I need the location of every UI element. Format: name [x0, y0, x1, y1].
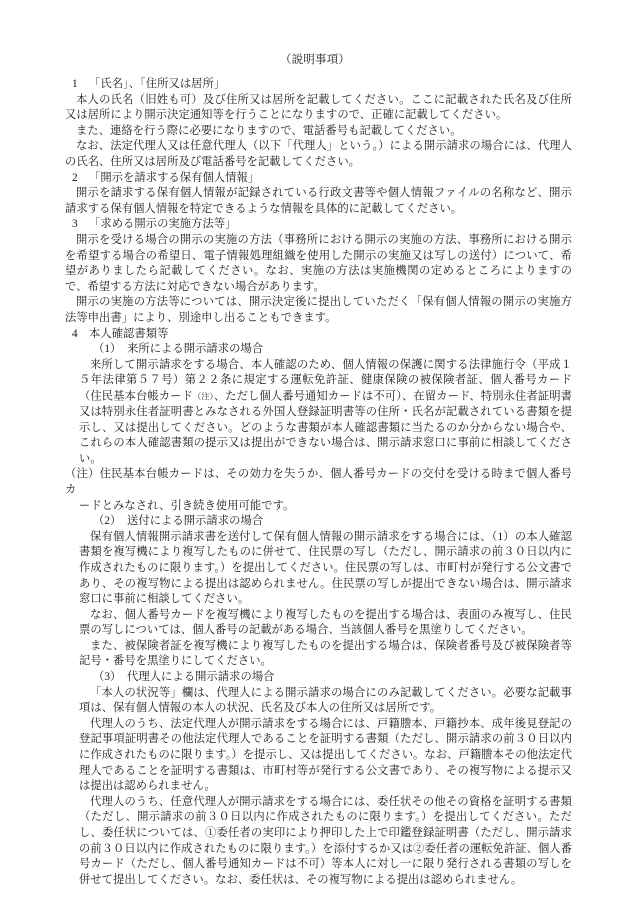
- subsection-title-4-2: 送付による開示請求の場合: [127, 515, 264, 528]
- section-1-paragraph-3: なお、法定代理人又は任意代理人（以下「代理人」という。）による開示請求の場合には、代理人の氏名、住所又は居所及び電話番号を記載してください。: [65, 140, 572, 168]
- subsection-heading-4-2: [58, 514, 572, 530]
- section-heading-1: [58, 77, 572, 93]
- document-body: [58, 77, 572, 888]
- section-title-3: 「求める開示の実施方法等」: [89, 218, 237, 231]
- section-title-4: 本人確認書類等: [89, 327, 169, 340]
- subsection-4-3-paragraph-3: 代理人のうち、任意代理人が開示請求をする場合には、委任状その他その資格を証明する書類（ただし、開示請求の前３０日以内に作成されたものに限ります。）を提出してください。ただし、委任状については、①委任者の実印により押印した上で印鑑登録証明書（ただし、開示請求の前３０日以内に作成されたものに限ります。）を添付するか又は②委任者の運転免許証、個人番号カード（ただし、個人番号通知カードは不可）等本人に対し一に限り発行される書類の写しを併せて提出してください。なお、委任状は、その複写物による提出は認められません。: [79, 795, 572, 886]
- footnote-line-1: （注）住民基本台帳カードは、その効力を失うか、個人番号カードの交付を受ける時まで個人番号カ: [65, 468, 572, 496]
- section-heading-4: [58, 327, 572, 343]
- subsection-label-4-3: （3）: [93, 671, 122, 684]
- page-title: （説明事項）: [279, 54, 351, 66]
- section-2-paragraph-1: 開示を請求する保有個人情報が記録されている行政文書等や個人情報ファイルの名称など、開示請求する保有個人情報を特定できるような情報を具体的に記載してください。: [65, 187, 572, 215]
- section-title-2: 「開示を請求する保有個人情報」: [89, 171, 260, 184]
- subsection-title-4-3: 代理人による開示請求の場合: [127, 671, 275, 684]
- subsection-4-3-paragraph-2: 代理人のうち、法定代理人が開示請求をする場合には、戸籍謄本、戸籍抄本、成年後見登記の登記事項証明書その他法定代理人であることを証明する書類（ただし、開示請求の前３０日以内に作成されたものに限ります。）を提示し、又は提出してください。なお、戸籍謄本その他法定代理人であることを証明する書類は、市町村等が発行する公文書であり、その複写物による提示又は提出は認められません。: [79, 717, 572, 793]
- section-3-paragraph-2: 開示の実施の方法等については、開示決定後に提出していただく「保有個人情報の開示の実施方法等申出書」により、別途申し出ることもできます。: [65, 296, 572, 324]
- subsection-4-1-text-before-note: 来所して開示請求をする場合、本人確認のため、個人情報の保護に関する法律施行令（平成１５年法律第５７号）第２２条に規定する運転免許証、健康保険の被保険者証、個人番号カード（住民基本台帳カード: [79, 358, 572, 403]
- subsection-heading-4-3: [58, 670, 572, 686]
- footnote-line-2: ードとみなされ、引き続き使用可能です。: [79, 499, 295, 512]
- section-number-2: 2: [72, 171, 78, 184]
- section-number-3: 3: [72, 218, 78, 231]
- section-1-paragraph-2: また、連絡を行う際に必要になりますので、電話番号も記載してください。: [76, 124, 462, 137]
- section-heading-2: [58, 171, 572, 187]
- subsection-4-2-paragraph-1: 保有個人情報開示請求書を送付して保有個人情報の開示請求をする場合には、（1）の本人確認書類を複写機により複写したものに併せて、住民票の写し（ただし、開示請求の前３０日以内に作成されたものに限ります。）を提出してください。住民票の写しは、市町村が発行する公文書であり、その複写物による提出は認められません。住民票の写しが提出できない場合は、開示請求窓口に事前に相談してください。: [79, 530, 572, 606]
- subsection-4-2-paragraph-2: なお、個人番号カードを複写機により複写したものを提出する場合は、表面のみ複写し、住民票の写しについては、個人番号の記載がある場合、当該個人番号を黒塗りしてください。: [79, 608, 572, 637]
- subsection-4-1-text-after-note: 、ただし個人番号通知カードは不可）、在留カード、特別永住者証明書又は特別永住者証明書とみなされる外国人登録証明書等の住所・氏名が記載されている書類を提示し、又は提出してください。どのような書類が本人確認書類に当たるのか分からない場合や、これらの本人確認書類の提示又は提出ができない場合は、開示請求窓口に事前に相談してください。: [79, 390, 572, 465]
- subsection-title-4-1: 来所による開示請求の場合: [127, 343, 264, 356]
- section-number-4: 4: [72, 327, 78, 340]
- subsection-4-3-paragraph-1: 「本人の状況等」欄は、代理人による開示請求の場合にのみ記載してください。必要な記載事項は、保有個人情報の本人の状況、氏名及び本人の住所又は居所です。: [79, 686, 572, 715]
- subsection-label-4-2: （2）: [93, 515, 122, 528]
- section-3-paragraph-1: 開示を受ける場合の開示の実施の方法（事務所における開示の実施の方法、事務所における開示を希望する場合の希望日、電子情報処理組織を使用した開示の実施又は写しの送付）について、希望がありましたら記載してください。なお、実施の方法は実施機関の定めるところによりますので、希望する方法に対応できない場合があります。: [65, 233, 572, 293]
- subsection-4-1-paragraph-1: [58, 358, 572, 468]
- subsection-label-4-1: （1）: [93, 343, 122, 356]
- subsection-heading-4-1: [58, 342, 572, 358]
- section-title-1: 「氏名」、「住所又は居所」: [89, 78, 226, 90]
- section-1-paragraph-1: 本人の氏名（旧姓も可）及び住所又は居所を記載してください。ここに記載された氏名及び住所又は居所により開示決定通知等を行うことになりますので、正確に記載してください。: [65, 93, 572, 122]
- section-number-1: 1: [72, 78, 78, 90]
- note-reference-marker: （注）: [193, 391, 214, 401]
- section-heading-3: [58, 217, 572, 233]
- subsection-4-2-paragraph-3: また、被保険者証を複写機により複写したものを提出する場合は、保険者番号及び被保険者等記号・番号を黒塗りにしてください。: [79, 639, 572, 668]
